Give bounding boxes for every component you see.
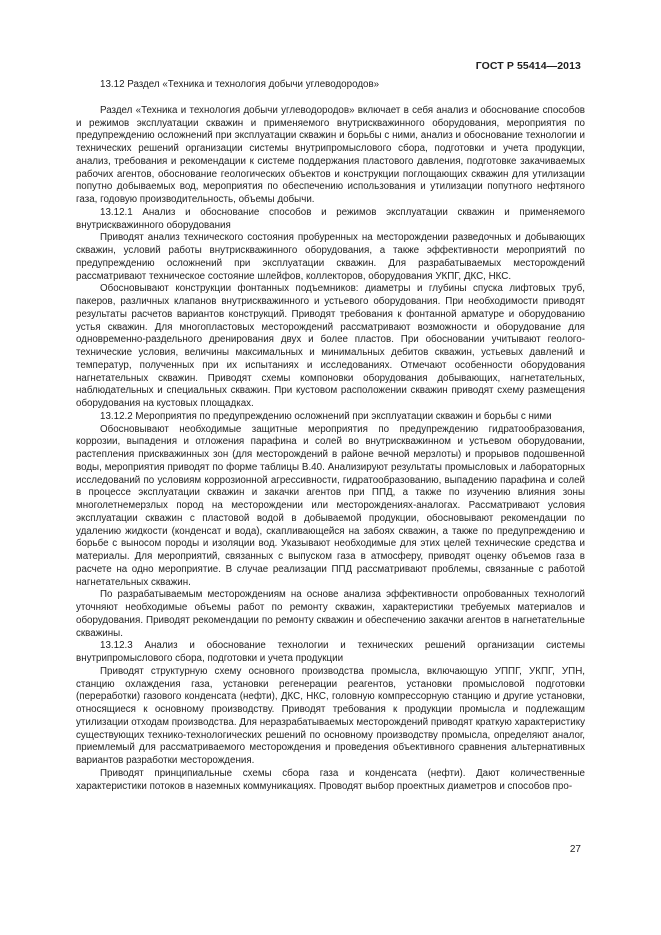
- document-code-header: ГОСТ Р 55414—2013: [475, 60, 581, 72]
- paragraph-technical-state: Приводят анализ технического состояния пробуренных на месторождении разведочных и добывающих скважин, условий работы внутрискважинного оборудования, а также эффективности мероприятий по предупреждению осложнений при эксплуатации скважин. Для разрабатываемых месторождений рассматривают техническое состояние шлейфов, коллекторов, оборудования УКПГ, ДКС, НКС.: [76, 232, 585, 282]
- paragraph-protective-measures: Обосновывают необходимые защитные мероприятия по предупреждению гидратообразования, коррозии, выпадения и отложения парафина и солей во внутрискважинном и устьевом оборудовании, растепления прискважинных зон (для месторождений в районе вечной мерзлоты) и прорывов подошвенной воды, мероприятия приводят по форме таблицы В.40. Анализируют результаты промысловых и лабораторных исследований по условиям коррозионной агрессивности, гидратообразованию, выпадению парафина и солей в процессе эксплуатации скважин и закачки агентов при ППД, а также по изучению влияния зоны многолетнемерзлых пород на месторождении или месторождениях-аналогах. Рассматривают условия эксплуатации скважин с пластовой водой в добываемой продукции, обосновывают рекомендации по удалению жидкости (конденсат и вода), скапливающейся на забоях скважин, а также по предупреждению и борьбе с выносом породы и изоляции вод. Указывают необходимые для этих целей технические средства и материалы. Для мероприятий, связанных с выпуском газа в атмосферу, приводят оценку объемов газа в расчете на одно мероприятие. В случае реализации ППД рассматривают проблемы, связанные с работой нагнетательных скважин.: [76, 423, 585, 588]
- paragraph-section-intro: Раздел «Техника и технология добычи углеводородов» включает в себя анализ и обоснование способов и режимов эксплуатации скважин и применяемого внутрискважинного оборудования, мероприятия по предупреждению осложнений при эксплуатации скважин и борьбы с ними, анализ и обоснование технологии и технических решений организации системы внутрипромыслового сбора, подготовки и учета продукции, анализ, требования и рекомендации к системе поддержания пластового давления, подготовке закачиваемых рабочих агентов, обоснование геологических объектов и конструкции поглощающих скважин для утилизации попутно добываемых вод, мероприятия по обеспечению использования и утилизации попутного нефтяного газа, годовую производительность, объемы добычи.: [76, 104, 585, 205]
- subsection-heading-13-12-2: 13.12.2 Мероприятия по предупреждению осложнений при эксплуатации скважин и борьбы с ними: [100, 410, 552, 422]
- section-heading: 13.12 Раздел «Техника и технология добычи углеводородов»: [100, 79, 380, 90]
- paragraph-lift-constructions: Обосновывают конструкции фонтанных подъемников: диаметры и глубины спуска лифтовых труб, пакеров, различных клапанов внутрискважинного и устьевого оборудования. При необходимости приводят результаты расчетов вариантов конструкций. Приводят требования к фонтанной арматуре и оборудованию устья скважин. Для многопластовых месторождений рассматривают возможности и оборудование для одновременно-раздельного дренирования двух и более пластов. При обосновании учитывают геолого-технические условия, величины максимальных и минимальных дебитов скважин, устьевых давлений и температур, полученных при их испытаниях и исследованиях. Отмечают особенности оборудования нагнетательных скважин. Приводят схемы компоновки оборудования добывающих, нагнетательных, наблюдательных и специальных скважин. При кустовом расположении скважин приводят схему размещения оборудования на кустовых площадках.: [76, 283, 585, 409]
- page-number: 27: [569, 844, 581, 855]
- paragraph-gathering-schemes: Приводят принципиальные схемы сбора газа и конденсата (нефти). Дают количественные характеристики потоков в наземных коммуникациях. Проводят выбор проектных диаметров и способов про-: [76, 767, 585, 792]
- subsection-heading-13-12-1: 13.12.1 Анализ и обоснование способов и режимов эксплуатации скважин и применяемого внутрискважинного оборудования: [76, 206, 585, 231]
- paragraph-structural-scheme: Приводят структурную схему основного производства промысла, включающую УППГ, УКПГ, УПН, станцию охлаждения газа, установки регенерации реагентов, установки промысловой подготовки (переработки) газового конденсата (нефти), ДКС, НКС, головную компрессорную станцию и другие установки, относящиеся к основному производству. Приводят требования к продукции промысла и подлежащим утилизации отходам производства. Для неразрабатываемых месторождений приводят краткую характеристику существующих технико-технологических решений по основному производству промысла, определяют аналог, приемлемый для рассматриваемого месторождения и проведения объективного сравнения альтернативных вариантов разработки месторождения.: [76, 665, 585, 766]
- document-body: [76, 79, 585, 793]
- paragraph-repair-works: По разрабатываемым месторождениям на основе анализа эффективности опробованных технологий уточняют необходимые объемы работ по ремонту скважин, характеристики требуемых материалов и оборудования. Приводят рекомендации по ремонту скважин и обеспечению закачки агентов в нагнетательные скважины.: [76, 589, 585, 639]
- subsection-heading-13-12-3: 13.12.3 Анализ и обоснование технологии и технических решений организации системы внутрипромыслового сбора, подготовки и учета продукции: [76, 640, 585, 664]
